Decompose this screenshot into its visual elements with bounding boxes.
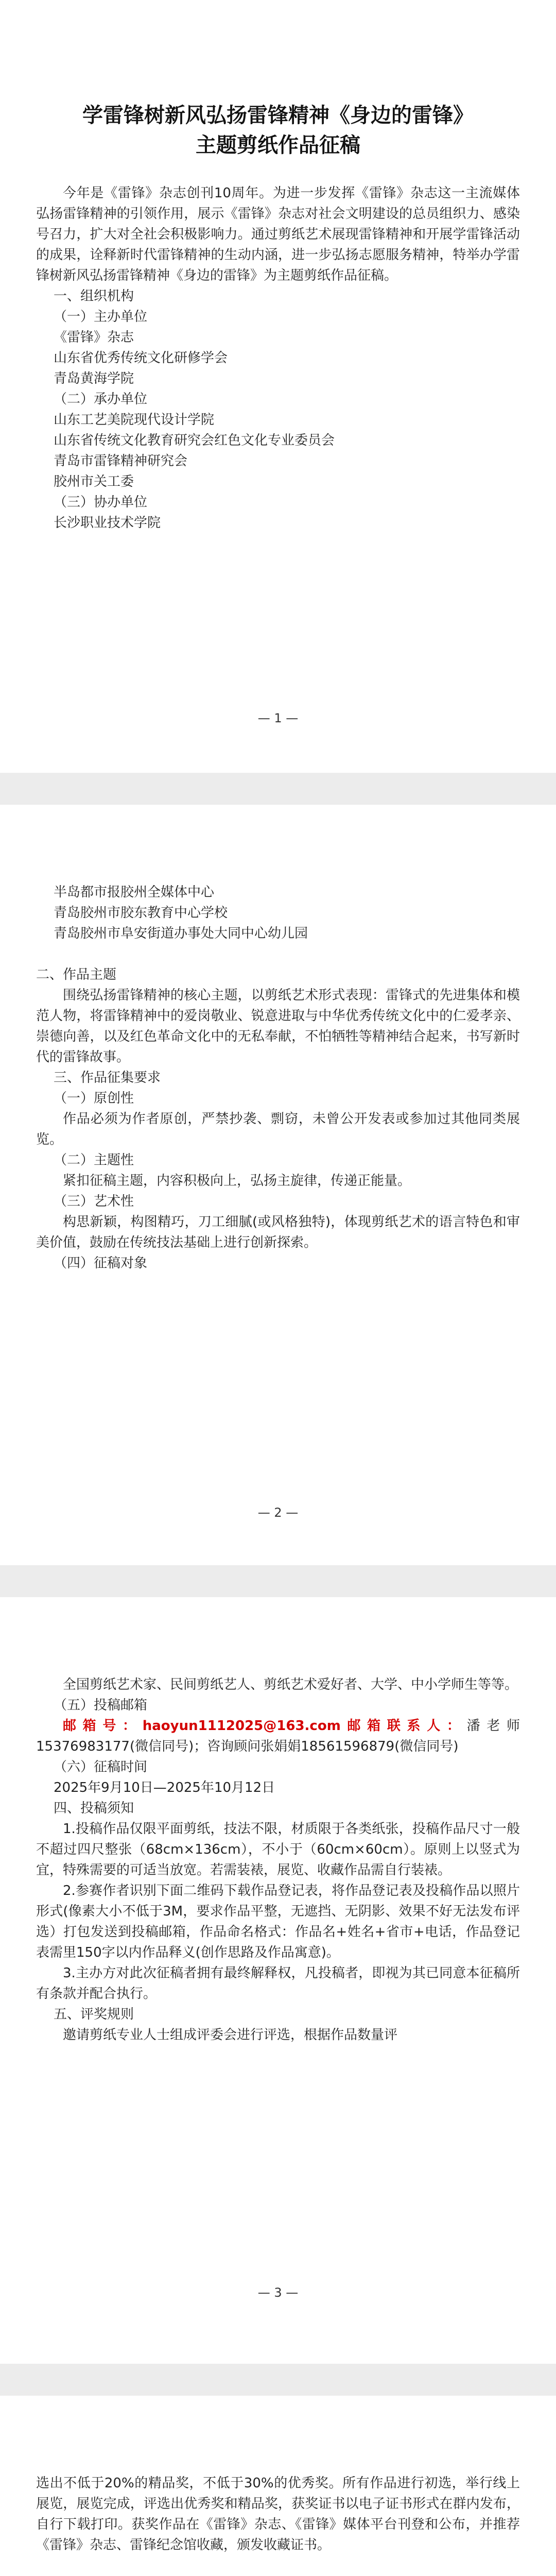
email-address-link[interactable]: haoyun1112025@163.com <box>142 1718 341 1734</box>
host-item: 《雷锋》杂志 <box>54 330 134 345</box>
submission-rule-1: 1.投稿作品仅限平面剪纸，技法不限，材质限于各类纸张，投稿作品尺寸一般不超过四尺整张（68cm×136cm），不小于（60cm×60cm）。原则上以竖式为宜，特殊需要的可适当放宽。若需装裱，展览、收藏作品需自行装裱。 <box>36 1821 520 1878</box>
submission-rule-2: 2.参赛作者识别下面二维码下载作品登记表，将作品登记表及投稿作品以照片形式(像素大小不低于3M，要求作品平整，无遮挡、无阴影、效果不好无法发布评选）打包发送到投稿邮箱，作品命名格式：作品名+姓名+省市+电话，作品登记表需里150字以内作品释义(创作思路及作品寓意)。 <box>36 1883 520 1960</box>
theme-paragraph: 围绕弘扬雷锋精神的核心主题，以剪纸艺术形式表现：雷锋式的先进集体和模范人物，将雷锋精神中的爱岗敬业、锐意进取与中华优秀传统文化中的仁爱孝亲、崇德向善，以及红色革命文化中的无私奉献，不怕牺牲等精神结合起来，书写新时代的雷锋故事。 <box>36 988 520 1065</box>
page3-body <box>36 1597 520 2045</box>
contact-info: 潘老师15376983177(微信同号)；咨询顾问张娟娟18561596879(微信同号) <box>36 1718 520 1754</box>
assist-item: 长沙职业技术学院 <box>54 515 161 531</box>
submission-heading: 四、投稿须知 <box>54 1801 134 1816</box>
title-line-1: 学雷锋树新风弘扬雷锋精神《身边的雷锋》 <box>82 104 474 127</box>
requirements-heading: 三、作品征集要求 <box>54 1070 161 1086</box>
submission-rule-3: 3.主办方对此次征稿者拥有最终解释权，凡投稿者，即视为其已同意本征稿所有条款并配合执行。 <box>36 1965 520 2002</box>
review-paragraph: 邀请剪纸专业人士组成评委会进行评选，根据作品数量评 <box>63 2027 398 2043</box>
page2-body <box>36 805 520 1274</box>
topic-paragraph: 紧扣征稿主题，内容积极向上，弘扬主旋律，传递正能量。 <box>63 1173 411 1189</box>
page1-body <box>36 183 520 533</box>
assist-item: 半岛都市报胶州全媒体中心 <box>54 885 215 900</box>
artistry-heading: （三）艺术性 <box>54 1194 134 1209</box>
target-heading: （四）征稿对象 <box>54 1256 148 1271</box>
assist-heading: （三）协办单位 <box>54 495 148 510</box>
document-page-3 <box>0 1597 556 2364</box>
document-page-4 <box>0 2396 556 2576</box>
coorg-heading: （二）承办单位 <box>54 392 148 407</box>
host-heading: （一）主办单位 <box>54 309 148 325</box>
page-number: — 1 — <box>257 711 299 725</box>
host-item: 青岛黄海学院 <box>54 371 134 386</box>
org-heading: 一、组织机构 <box>54 289 134 304</box>
review-heading: 五、评奖规则 <box>54 2007 134 2022</box>
document-page-2 <box>0 805 556 1565</box>
topic-heading: （二）主题性 <box>54 1153 134 1168</box>
coorg-item: 胶州市关工委 <box>54 474 134 489</box>
email-label: 邮箱号： <box>63 1718 143 1734</box>
email-paragraph <box>36 1716 520 1757</box>
email-heading: （五）投稿邮箱 <box>54 1698 148 1713</box>
time-heading: （六）征稿时间 <box>54 1759 148 1775</box>
intro-paragraph: 今年是《雷锋》杂志创刊10周年。为进一步发挥《雷锋》杂志这一主流媒体弘扬雷锋精神的引领作用，展示《雷锋》杂志对社会文明建设的总员组织力、感染号召力，扩大对全社会积极影响力。通过剪纸艺术展现雷锋精神和开展学雷锋活动的成果，诠释新时代雷锋精神的生动内涵，进一步弘扬志愿服务精神，特举办学雷锋树新风弘扬雷锋精神《身边的雷锋》为主题剪纸作品征稿。 <box>36 185 520 283</box>
page-number: — 2 — <box>257 1505 299 1520</box>
originality-paragraph: 作品必须为作者原创，严禁抄袭、剽窃，未曾公开发表或参加过其他同类展览。 <box>36 1111 520 1147</box>
assist-item: 青岛胶州市胶东教育中心学校 <box>54 905 228 921</box>
coorg-item: 山东省传统文化教育研究会红色文化专业委员会 <box>54 433 335 448</box>
theme-heading: 二、作品主题 <box>36 967 117 982</box>
page-number: — 3 — <box>257 2285 299 2300</box>
target-paragraph: 全国剪纸艺术家、民间剪纸艺人、剪纸艺术爱好者、大学、中小学师生等等。 <box>63 1677 518 1692</box>
host-item: 山东省优秀传统文化研修学会 <box>54 350 228 366</box>
document-title <box>36 0 520 160</box>
originality-heading: （一）原创性 <box>54 1091 134 1106</box>
time-range: 2025年9月10日—2025年10月12日 <box>54 1780 275 1795</box>
artistry-paragraph: 构思新颖，构图精巧，刀工细腻(或风格独特)，体现剪纸艺术的语言特色和审美价值，鼓励在传统技法基础上进行创新探索。 <box>36 1214 520 1250</box>
document-page-1 <box>0 0 556 773</box>
contact-label: 邮箱联系人： <box>340 1718 467 1734</box>
coorg-item: 青岛市雷锋精神研究会 <box>54 453 188 469</box>
title-line-2: 主题剪纸作品征稿 <box>196 133 360 157</box>
review-paragraph-continued: 选出不低于20%的精品奖，不低于30%的优秀奖。所有作品进行初选，举行线上展览，展览完成，评选出优秀奖和精品奖，获奖证书以电子证书形式在群内发布，自行下载打印。获奖作品在《雷锋》杂志、《雷锋》媒体平台刊登和公布，并推荐《雷锋》杂志、雷锋纪念馆收藏，颁发收藏证书。 <box>36 2476 520 2553</box>
coorg-item: 山东工艺美院现代设计学院 <box>54 412 215 428</box>
assist-item: 青岛胶州市阜安街道办事处大同中心幼儿园 <box>54 926 308 941</box>
page4-body <box>36 2396 520 2576</box>
